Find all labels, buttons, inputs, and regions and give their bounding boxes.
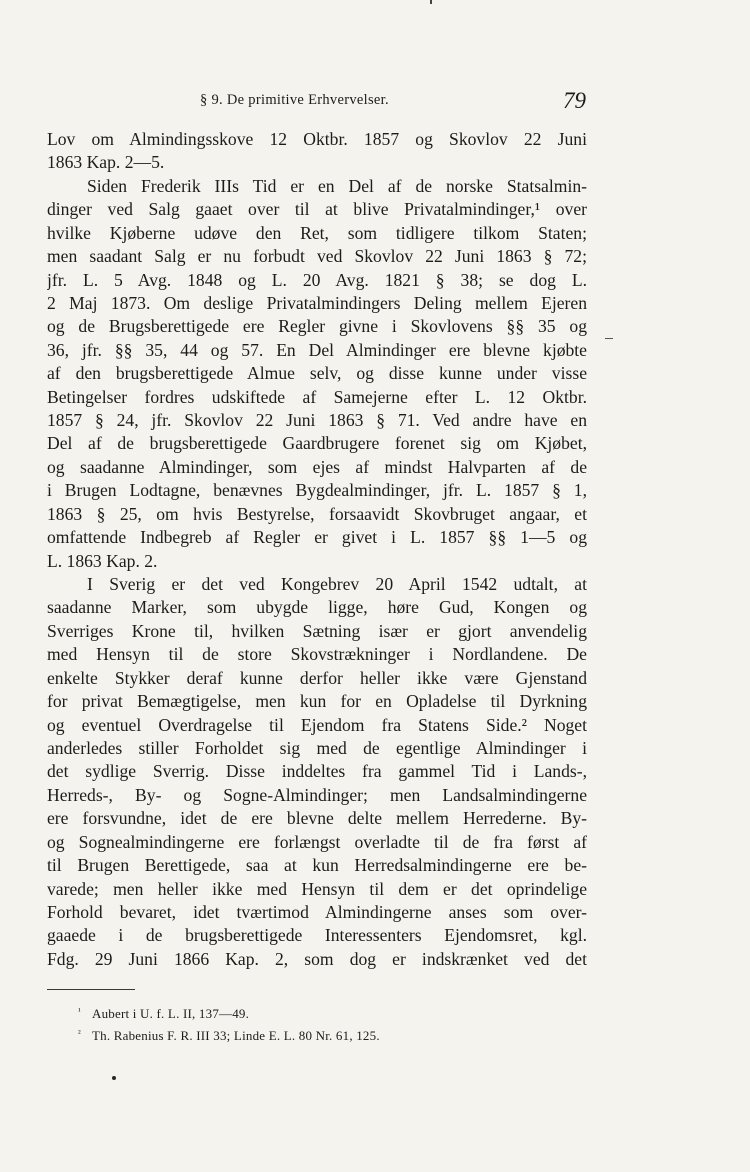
text-line: 1863 § 25, om hvis Bestyrelse, forsaavidt Skovbruget angaar, et bbox=[47, 503, 587, 524]
text-line: Herreds-, By- og Sogne-Almindinger; men Landsalmindingerne bbox=[47, 784, 587, 805]
text-line: Del af de brugsberettigede Gaardbrugere forenet sig om Kjøbet, bbox=[47, 433, 587, 454]
text-line: det sydlige Sverrig. Disse inddeltes fra gammel Tid i Lands-, bbox=[47, 761, 587, 782]
footnotes bbox=[78, 1000, 548, 1044]
text-line: 2 Maj 1873. Om deslige Privatalmindingers Deling mellem Ejeren bbox=[47, 292, 587, 313]
text-line: Fdg. 29 Juni 1866 Kap. 2, som dog er indskrænket ved det bbox=[47, 948, 587, 969]
text-line: gaaede i de brugsberettigede Interessenters Ejendomsret, kgl. bbox=[47, 925, 587, 946]
text-line: og saadanne Almindinger, som ejes af mindst Halvparten af de bbox=[47, 456, 587, 477]
text-line: omfattende Indbegreb af Regler er givet i L. 1857 §§ 1—5 og bbox=[47, 527, 587, 548]
text-line: Sverriges Krone til, hvilken Sætning især er gjort anvendelig bbox=[47, 620, 587, 641]
text-line: men saadant Salg er nu forbudt ved Skovlov 22 Juni 1863 § 72; bbox=[47, 246, 587, 267]
text-line: 1863 Kap. 2—5. bbox=[47, 152, 165, 173]
footnote-text: Th. Rabenius F. R. III 33; Linde E. L. 80 Nr. 61, 125. bbox=[92, 1028, 380, 1043]
print-mark bbox=[430, 0, 432, 4]
text-line: 36, jfr. §§ 35, 44 og 57. En Del Almindinger ere blevne kjøbte bbox=[47, 339, 587, 360]
text-line: enkelte Stykker deraf kunne derfor heller ikke være Gjenstand bbox=[47, 667, 587, 688]
text-line: dinger ved Salg gaaet over til at blive Privatalmindinger,¹ over bbox=[47, 199, 587, 220]
body-text bbox=[47, 128, 587, 971]
text-line: Lov om Almindingsskove 12 Oktbr. 1857 og Skovlov 22 Juni bbox=[47, 129, 587, 149]
text-line: for privat Bemægtigelse, men kun for en Opladelse til Dyrkning bbox=[47, 691, 587, 712]
text-line: og eventuel Overdragelse til Ejendom fra Statens Side.² Noget bbox=[47, 714, 587, 735]
footnote-rule bbox=[47, 989, 135, 990]
text-line: L. 1863 Kap. 2. bbox=[47, 550, 158, 571]
paragraph-start-line: I Sverig er det ved Kongebrev 20 April 1542 udtalt, at bbox=[87, 574, 587, 595]
footnote-marker: ² bbox=[78, 1028, 81, 1038]
text-line: af den brugsberettigede Almue selv, og disse kunne under visse bbox=[47, 363, 587, 384]
ink-speck bbox=[112, 1076, 116, 1080]
text-line: Betingelser fordres udskiftede af Samejerne efter L. 12 Oktbr. bbox=[47, 386, 587, 407]
paragraph-start-line: Siden Frederik IIIs Tid er en Del af de norske Statsalmin- bbox=[87, 175, 587, 196]
text-line: med Hensyn til de store Skovstrækninger i Nordlandene. De bbox=[47, 644, 587, 665]
text-line: 1857 § 24, jfr. Skovlov 22 Juni 1863 § 71. Ved andre have en bbox=[47, 410, 587, 431]
footnote-marker: ¹ bbox=[78, 1006, 81, 1016]
text-line: og Sognealmindingerne ere forlængst overladte til de fra først af bbox=[47, 831, 587, 852]
page-number: 79 bbox=[563, 88, 586, 113]
text-line: til Brugen Berettigede, saa at kun Herredsalmindingerne ere be- bbox=[47, 855, 587, 876]
footnote-2 bbox=[78, 1022, 548, 1044]
text-line: hvilke Kjøberne udøve den Ret, som tidligere tilkom Staten; bbox=[47, 222, 587, 243]
text-line: varede; men heller ikke med Hensyn til dem er det oprindelige bbox=[47, 878, 587, 899]
footnote-text: Aubert i U. f. L. II, 137—49. bbox=[92, 1006, 250, 1021]
text-line: ere forsvundne, idet de ere blevne delte mellem Herrederne. By- bbox=[47, 808, 587, 829]
text-line: saadanne Marker, som ubygde ligge, høre Gud, Kongen og bbox=[47, 597, 587, 618]
text-line: Forhold bevaret, idet tværtimod Almindingerne anses som over- bbox=[47, 901, 587, 922]
text-line: og de Brugsberettigede ere Regler givne i Skovlovens §§ 35 og bbox=[47, 316, 587, 337]
margin-mark bbox=[605, 338, 613, 339]
footnote-1 bbox=[78, 1000, 548, 1022]
text-line: i Brugen Lodtagne, benævnes Bygdealmindinger, jfr. L. 1857 § 1, bbox=[47, 480, 587, 501]
running-head: § 9. De primitive Erhvervelser. bbox=[200, 92, 389, 108]
text-line: anderledes stiller Forholdet sig med de egentlige Almindinger i bbox=[47, 737, 587, 758]
text-line: jfr. L. 5 Avg. 1848 og L. 20 Avg. 1821 § 38; se dog L. bbox=[47, 269, 587, 290]
